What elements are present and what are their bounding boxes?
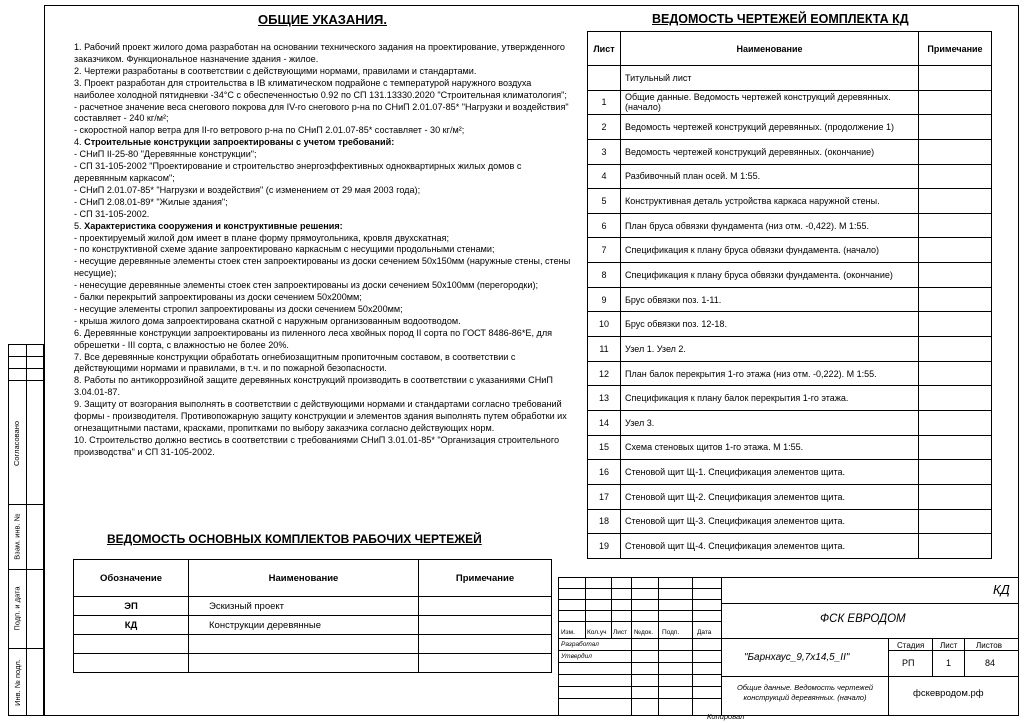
sheet-number: 7 xyxy=(588,238,621,263)
sheet-note xyxy=(919,287,992,312)
sheet-name: Ведомость чертежей конструкций деревянных. (продолжение 1) xyxy=(621,115,919,140)
sheet-name: Титульный лист xyxy=(621,66,919,91)
table-row xyxy=(588,386,992,411)
doc-title: Общие данные. Ведомость чертежей конструкций деревянных. (начало) xyxy=(736,683,874,702)
sheet-note xyxy=(919,90,992,115)
table-row xyxy=(588,213,992,238)
sheet-number: 16 xyxy=(588,460,621,485)
set-note xyxy=(419,616,552,635)
sheet-number: 10 xyxy=(588,312,621,337)
col-doc: №док. xyxy=(634,629,654,636)
note-paragraph: - по конструктивной схеме здание запроектировано каркасным с несущими продольными стенами; xyxy=(74,244,495,255)
sheet-name: Схема стеновых щитов 1-го этажа. М 1:55. xyxy=(621,435,919,460)
sheet-note xyxy=(919,337,992,362)
sheet-note xyxy=(919,263,992,288)
sheet-note xyxy=(919,361,992,386)
table-row xyxy=(588,139,992,164)
note-paragraph: 4. Строительные конструкции запроектированы с учетом требований: xyxy=(74,137,395,148)
col-sheet: Лист xyxy=(588,32,621,66)
note-paragraph: - крыша жилого дома запроектирована скатной с наружным организованным водоотводом. xyxy=(74,315,461,326)
sheet-number: 8 xyxy=(588,263,621,288)
sheet-note xyxy=(919,534,992,559)
col-izm: Изм. xyxy=(561,629,575,636)
set-name xyxy=(189,654,419,673)
sheet-name: Разбивочный план осей. М 1:55. xyxy=(621,164,919,189)
drawings-table xyxy=(587,31,992,559)
note-paragraph: - расчетное значение веса снегового покрова для IV-го снегового р-на по СНиП 2.01.07-85* "Нагрузки и воздействия" составляет - 240 кг/м²; xyxy=(74,101,569,124)
table-row xyxy=(588,361,992,386)
col-set-name: Наименование xyxy=(189,560,419,597)
drawings-title: ВЕДОМОСТЬ ЧЕРТЕЖЕЙ ЕОМПЛЕКТА КД xyxy=(652,12,909,26)
title-block xyxy=(558,577,1019,716)
sheet-name: Стеновой щит Щ-3. Спецификация элементов щита. xyxy=(621,509,919,534)
note-paragraph: - СНиП II-25-80 "Деревянные конструкции"; xyxy=(74,149,257,160)
sheet-name: Спецификация к плану бруса обвязки фундамента. (окончание) xyxy=(621,263,919,288)
sheet-note xyxy=(919,189,992,214)
col-list: Лист xyxy=(613,629,628,636)
note-paragraph: - скоростной напор ветра для II-го ветрового р-на по СНиП 2.01.07-85* составляет - 30 кг/м²; xyxy=(74,125,465,136)
sets-table xyxy=(73,559,552,673)
side-replace: Взам. инв. № xyxy=(12,513,22,560)
table-row xyxy=(74,635,552,654)
col-set-note: Примечание xyxy=(419,560,552,597)
sheet-number: 2 xyxy=(588,115,621,140)
approved-label: Утвердил xyxy=(561,653,592,660)
sheet-note xyxy=(919,410,992,435)
sheet-number: 13 xyxy=(588,386,621,411)
sheet-number: 3 xyxy=(588,139,621,164)
project-name: "Барнхаус_9,7х14,5_II" xyxy=(744,652,850,663)
col-sign: Подп. xyxy=(662,629,680,636)
note-paragraph: 10. Строительство должно вестись в соответствии с требованиями СНиП 3.01.01-85* "Организация строительного производства" и СП 31-105-2002. xyxy=(74,434,560,457)
sheet-name: Ведомость чертежей конструкций деревянных. (окончание) xyxy=(621,139,919,164)
table-row xyxy=(588,484,992,509)
table-row xyxy=(588,66,992,91)
stamp-code: КД xyxy=(993,582,1010,597)
sheet-value: 1 xyxy=(946,658,952,668)
table-row xyxy=(588,189,992,214)
company-name: ФСК ЕВРОДОМ xyxy=(820,613,906,625)
sheet-note xyxy=(919,509,992,534)
note-paragraph: - СП 31-105-2002. xyxy=(74,208,150,219)
sheet-label: Лист xyxy=(940,641,958,650)
sheets-value: 84 xyxy=(985,658,996,668)
sheet-note xyxy=(919,312,992,337)
stage-label: Стадия xyxy=(897,641,925,650)
sheet-name: Узел 1. Узел 2. xyxy=(621,337,919,362)
sheet-name: Спецификация к плану бруса обвязки фундамента. (начало) xyxy=(621,238,919,263)
sheet-number: 1 xyxy=(588,90,621,115)
site: фскевродом.рф xyxy=(913,688,984,699)
set-name: Конструкции деревянные xyxy=(189,616,419,635)
col-note: Примечание xyxy=(919,32,992,66)
sheet-name: Спецификация к плану балок перекрытия 1-го этажа. xyxy=(621,386,919,411)
binding-strip xyxy=(8,344,44,716)
sheet-name: План бруса обвязки фундамента (низ отм. -0,422). М 1:55. xyxy=(621,213,919,238)
sheet-number: 15 xyxy=(588,435,621,460)
sheet-name: Конструктивная деталь устройства каркаса наружной стены. xyxy=(621,189,919,214)
sheet-name: Стеновой щит Щ-1. Спецификация элементов щита. xyxy=(621,460,919,485)
note-paragraph: - несущие элементы стропил запроектированы из доски сечением 50х200мм; xyxy=(74,303,403,314)
table-row xyxy=(588,115,992,140)
table-row xyxy=(74,654,552,673)
general-notes xyxy=(74,42,574,459)
sheet-number: 18 xyxy=(588,509,621,534)
sheet-number: 19 xyxy=(588,534,621,559)
note-paragraph: 8. Работы по антикоррозийной защите деревянных конструкций производить в соответствии с указаниями СНиП 3.04.01-87. xyxy=(74,375,553,398)
sheet-note xyxy=(919,484,992,509)
notes-title: ОБЩИЕ УКАЗАНИЯ. xyxy=(258,12,387,27)
set-note xyxy=(419,635,552,654)
col-date: Дата xyxy=(697,629,712,636)
set-code: ЭП xyxy=(74,597,189,616)
side-agreed: Согласовано xyxy=(12,420,22,466)
set-code xyxy=(74,654,189,673)
note-paragraph: - СНиП 2.08.01-89* "Жилые здания"; xyxy=(74,196,228,207)
table-row xyxy=(588,90,992,115)
sheet-note xyxy=(919,66,992,91)
sheet-number: 12 xyxy=(588,361,621,386)
sheets-label: Листов xyxy=(976,641,1002,650)
sheet-note xyxy=(919,435,992,460)
set-name: Эскизный проект xyxy=(189,597,419,616)
table-row xyxy=(74,616,552,635)
side-sign: Подп. и дата xyxy=(12,586,22,631)
set-code xyxy=(74,635,189,654)
table-row xyxy=(588,238,992,263)
developed-label: Разработал xyxy=(561,641,599,648)
note-paragraph: 3. Проект разработан для строительства в IВ климатическом подрайоне с температурой наружного воздуха наиболее холодной пятидневки -34°С с обеспеченностью 0.92 по СП 131.13330.2020 "Строительная климатология"; xyxy=(74,77,567,100)
sheet-number: 6 xyxy=(588,213,621,238)
sheet-note xyxy=(919,238,992,263)
note-paragraph: 2. Чертежи разработаны в соответствии с действующими нормами, правилами и стандартами. xyxy=(74,65,477,76)
sheet-name: Брус обвязки поз. 1-11. xyxy=(621,287,919,312)
note-paragraph: 7. Все деревянные конструкции обработать огнебиозащитным пропиточным составом, в соответствии с действующими нормами и правилами, в т.ч. и по пожарной безопасности. xyxy=(74,351,516,374)
sheet-note xyxy=(919,386,992,411)
sheet-name: План балок перекрытия 1-го этажа (низ отм. -0,222). М 1:55. xyxy=(621,361,919,386)
table-row xyxy=(588,287,992,312)
set-code: КД xyxy=(74,616,189,635)
note-paragraph: - ненесущие деревянные элементы стоек стен запроектированы из доски сечением 50х100мм (перегородки); xyxy=(74,280,538,291)
col-code: Обозначение xyxy=(74,560,189,597)
sheet-note xyxy=(919,139,992,164)
sheet-name: Стеновой щит Щ-2. Спецификация элементов щита. xyxy=(621,484,919,509)
note-paragraph: 9. Защиту от возгорания выполнять в соответствии с действующими нормами и стандартами согласно требований формы - производителя. Противопожарную защиту конструкции и элементов здания выполнять путем обработки их огнезащитными пастами, красками, пропитками по выбору заказчика согласно действующих норм. xyxy=(74,399,567,433)
set-name xyxy=(189,635,419,654)
table-row xyxy=(588,410,992,435)
set-note xyxy=(419,654,552,673)
side-inv: Инв. № подл. xyxy=(12,658,22,706)
sheet-number: 9 xyxy=(588,287,621,312)
sheet-number: 4 xyxy=(588,164,621,189)
table-row xyxy=(588,337,992,362)
set-note xyxy=(419,597,552,616)
table-row xyxy=(74,597,552,616)
sheet-number: 5 xyxy=(588,189,621,214)
sheet-note xyxy=(919,115,992,140)
sets-title: ВЕДОМОСТЬ ОСНОВНЫХ КОМПЛЕКТОВ РАБОЧИХ ЧЕРТЕЖЕЙ xyxy=(107,532,482,546)
note-paragraph: - балки перекрытий запроектированы из доски сечением 50х200мм; xyxy=(74,292,362,303)
note-paragraph: - СП 31-105-2002 "Проектирование и строительство энергоэффективных одноквартирных жилых домов с деревянным каркасом"; xyxy=(74,161,522,183)
sheet-number: 14 xyxy=(588,410,621,435)
sheet-number: 11 xyxy=(588,337,621,362)
note-paragraph: 1. Рабочий проект жилого дома разработан на основании технического задания на проектирование, утвержденного заказчиком. Функциональное назначение здания - жилое. xyxy=(74,42,565,64)
table-row xyxy=(588,263,992,288)
table-row xyxy=(588,164,992,189)
col-name: Наименование xyxy=(621,32,919,66)
sheet-number: 17 xyxy=(588,484,621,509)
table-row xyxy=(588,509,992,534)
sheet-name: Стеновой щит Щ-4. Спецификация элементов щита. xyxy=(621,534,919,559)
copied-label: Копировал xyxy=(707,712,745,721)
note-paragraph: - проектируемый жилой дом имеет в плане форму прямоугольника, кровля двухскатная; xyxy=(74,232,449,243)
note-paragraph: 5. Характеристика сооружения и конструктивные решения: xyxy=(74,220,343,231)
table-row xyxy=(588,534,992,559)
table-row xyxy=(588,460,992,485)
sheet-name: Общие данные. Ведомость чертежей конструкций деревянных. (начало) xyxy=(621,90,919,115)
sheet-note xyxy=(919,164,992,189)
sheet-note xyxy=(919,460,992,485)
col-kol: Кол.уч xyxy=(587,629,607,636)
table-row xyxy=(588,312,992,337)
note-paragraph: - несущие деревянные элементы стоек стен запроектированы из доски сечением 50х150мм (наружные стены, стены несущие); xyxy=(74,256,571,279)
note-paragraph: 6. Деревянные конструкции запроектированы из пиленного леса хвойных пород II сорта по ГОСТ 8486-86*Е, для обрешетки - III сорта, с влажностью не более 20%. xyxy=(74,327,553,350)
stage-value: РП xyxy=(902,658,915,668)
sheet-name: Брус обвязки поз. 12-18. xyxy=(621,312,919,337)
table-row xyxy=(588,435,992,460)
sheet-note xyxy=(919,213,992,238)
sheet-name: Узел 3. xyxy=(621,410,919,435)
sheet-number xyxy=(588,66,621,91)
note-paragraph: - СНиП 2.01.07-85* "Нагрузки и воздействия" (с изменением от 29 мая 2003 года); xyxy=(74,184,421,195)
